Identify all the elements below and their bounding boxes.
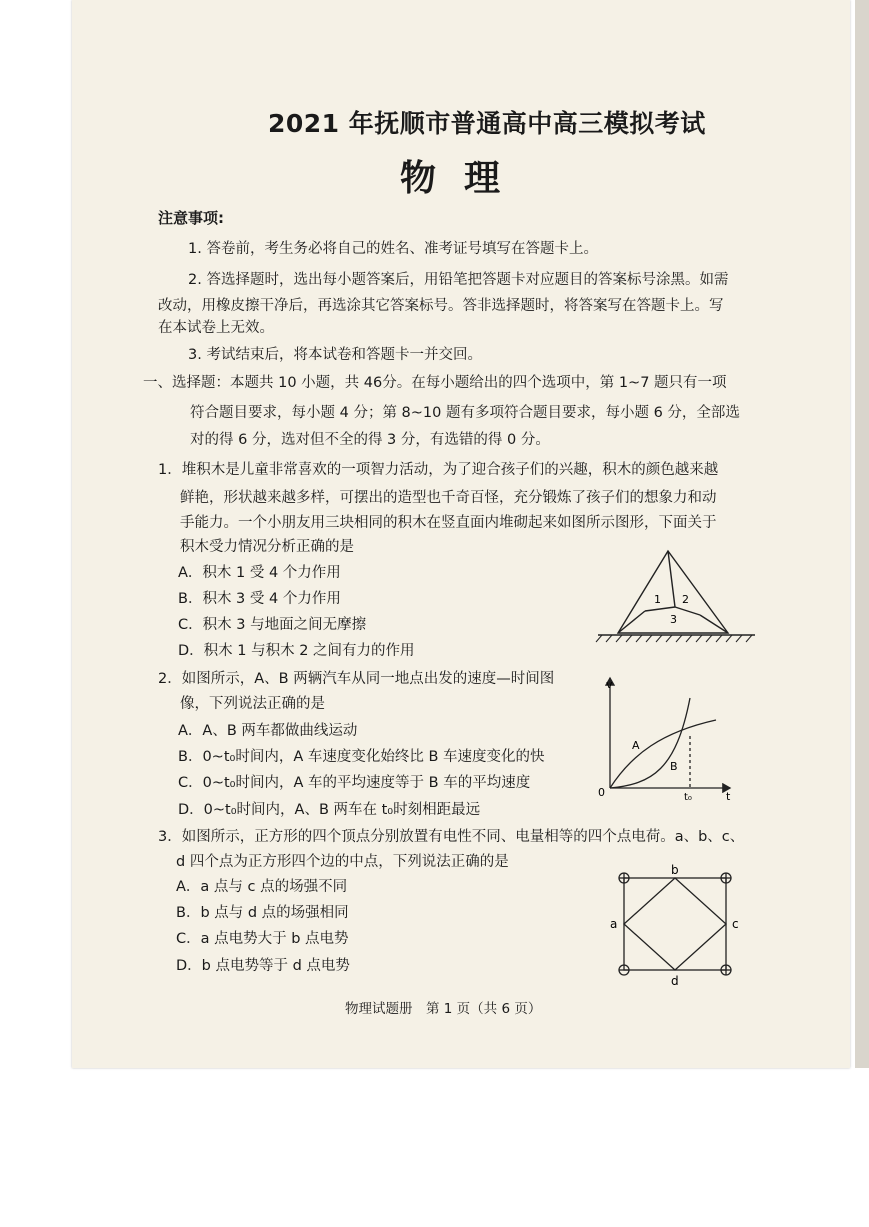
q2-vt-graph <box>592 672 740 802</box>
subject-title: 物理 <box>400 158 529 199</box>
notes-item-3: 3. 考试结束后，将本试卷和答题卡一并交回。 <box>188 347 482 363</box>
page-edge <box>855 0 869 1068</box>
notes-item-1: 1. 答卷前，考生务必将自己的姓名、准考证号填写在答题卡上。 <box>188 241 598 257</box>
q2-stem-line-1: 2．如图所示，A、B 两辆汽车从同一地点出发的速度—时间图 <box>158 671 555 687</box>
q2-option-d: D．0~t₀时间内，A、B 两车在 t₀时刻相距最远 <box>178 802 481 818</box>
section-line-3: 对的得 6 分，选对但不全的得 3 分，有选错的得 0 分。 <box>190 432 550 448</box>
point-b-label: b <box>671 863 679 877</box>
q3-option-b: B．b 点与 d 点的场强相同 <box>176 905 349 921</box>
block-label-3: 3 <box>670 613 677 626</box>
q1-blocks-figure <box>590 545 765 645</box>
q2-option-a: A．A、B 两车都做曲线运动 <box>178 723 358 739</box>
curve-b-label: B <box>670 760 678 773</box>
q1-option-d: D．积木 1 与积木 2 之间有力的作用 <box>178 643 415 659</box>
q3-charges-figure <box>600 862 750 988</box>
notes-heading: 注意事项: <box>158 209 224 227</box>
q1-option-c: C．积木 3 与地面之间无摩擦 <box>178 617 367 633</box>
section-line-1: 一、选择题：本题共 10 小题，共 46分。在每小题给出的四个选项中，第 1~7 题只有一项 <box>143 375 727 391</box>
origin-label: 0 <box>598 786 605 799</box>
curve-a-label: A <box>632 739 640 752</box>
point-c-label: c <box>732 917 739 931</box>
t-axis-label: t <box>726 790 731 803</box>
point-a-label: a <box>610 917 618 931</box>
q2-stem-line-2: 像，下列说法正确的是 <box>180 696 325 712</box>
exam-title: 2021 年抚顺市普通高中高三模拟考试 <box>268 109 706 138</box>
q3-stem-line-1: 3．如图所示，正方形的四个顶点分别放置有电性不同、电量相等的四个点电荷。a、b、c、 <box>158 829 745 845</box>
section-line-2: 符合题目要求，每小题 4 分；第 8~10 题有多项符合题目要求，每小题 6 分，全部选 <box>190 405 740 421</box>
notes-item-2-line-1: 2. 答选择题时，选出每小题答案后，用铅笔把答题卡对应题目的答案标号涂黑。如需 <box>188 272 729 288</box>
block-label-1: 1 <box>654 593 661 606</box>
block-label-2: 2 <box>682 593 689 606</box>
v-axis-label: v <box>606 678 613 691</box>
q3-option-d: D．b 点电势等于 d 点电势 <box>176 958 350 974</box>
notes-item-2-line-2: 改动，用橡皮擦干净后，再选涂其它答案标号。答非选择题时，将答案写在答题卡上。写 <box>158 298 724 314</box>
q1-stem-line-4: 积木受力情况分析正确的是 <box>180 539 354 555</box>
q3-stem-line-2: d 四个点为正方形四个边的中点，下列说法正确的是 <box>176 854 509 870</box>
q1-option-b: B．积木 3 受 4 个力作用 <box>178 591 341 607</box>
q1-stem-line-2: 鲜艳，形状越来越多样，可摆出的造型也千奇百怪，充分锻炼了孩子们的想象力和动 <box>180 490 717 506</box>
page-footer: 物理试题册 第 1 页（共 6 页） <box>345 1001 542 1017</box>
q1-stem-line-3: 手能力。一个小朋友用三块相同的积木在竖直面内堆砌起来如图所示图形，下面关于 <box>180 515 717 531</box>
q2-option-b: B．0~t₀时间内，A 车速度变化始终比 B 车速度变化的快 <box>178 749 545 765</box>
notes-item-2-line-3: 在本试卷上无效。 <box>158 320 274 336</box>
q3-option-a: A．a 点与 c 点的场强不同 <box>176 879 348 895</box>
q1-option-a: A．积木 1 受 4 个力作用 <box>178 565 341 581</box>
t0-label: t₀ <box>684 792 692 803</box>
q1-stem-line-1: 1．堆积木是儿童非常喜欢的一项智力活动，为了迎合孩子们的兴趣，积木的颜色越来越 <box>158 462 719 478</box>
point-d-label: d <box>671 974 679 988</box>
q3-option-c: C．a 点电势大于 b 点电势 <box>176 931 349 947</box>
q2-option-c: C．0~t₀时间内，A 车的平均速度等于 B 车的平均速度 <box>178 775 531 791</box>
